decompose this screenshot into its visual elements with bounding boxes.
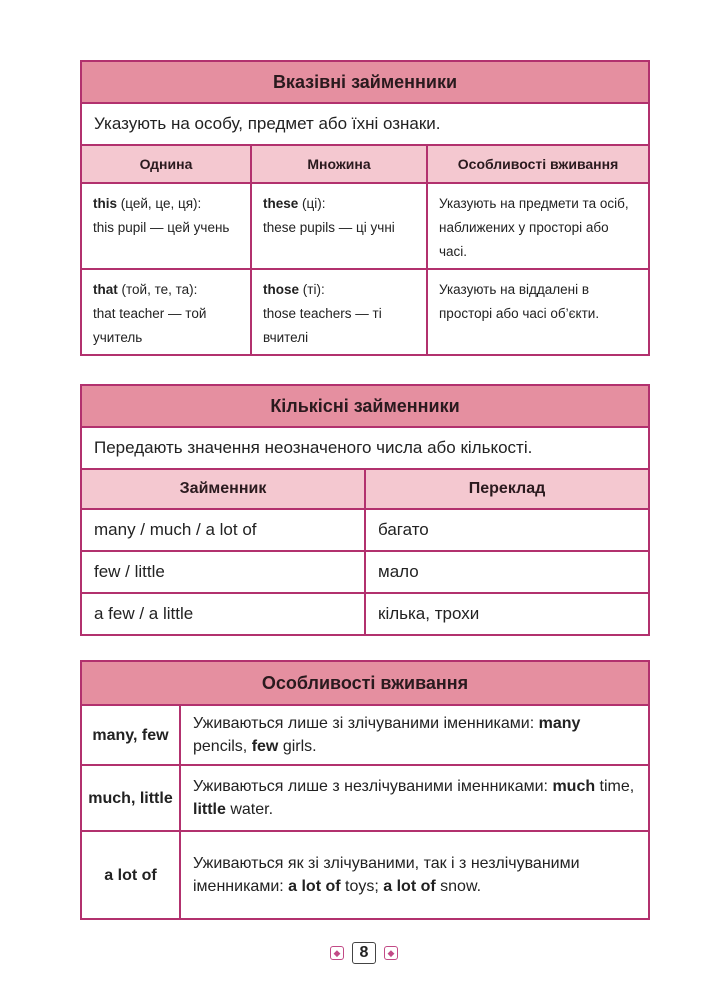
plural-cell	[251, 183, 427, 269]
pronoun-cell: a few / a little	[81, 593, 365, 635]
demonstrative-description: Указують на особу, предмет або їхні ознаки.	[81, 103, 649, 145]
translation-cell: мало	[365, 551, 649, 593]
pronoun-gloss: (ті):	[299, 282, 325, 297]
usage-title: Особливості вживання	[81, 661, 649, 705]
usage-example-text: water.	[225, 801, 274, 818]
translation-cell: багато	[365, 509, 649, 551]
header-translation: Переклад	[365, 469, 649, 509]
pronoun-gloss: (цей, це, ця):	[117, 196, 202, 211]
header-pronoun: Займенник	[81, 469, 365, 509]
demonstrative-pronouns-table	[80, 60, 650, 356]
quantitative-description: Передають значення неозначеного числа або кількості.	[81, 427, 649, 469]
table-row	[81, 765, 649, 831]
pronoun-example: this pupil — цей учень	[93, 220, 230, 235]
usage-example-word: few	[251, 738, 279, 755]
pronoun-word: that	[93, 282, 118, 297]
pronoun-cell: many / much / a lot of	[81, 509, 365, 551]
usage-table	[80, 660, 650, 920]
usage-text	[180, 705, 649, 765]
pronoun-cell: few / little	[81, 551, 365, 593]
usage-pronoun: much, little	[81, 765, 180, 831]
pronoun-gloss: (той, те, та):	[117, 282, 198, 297]
table-row	[81, 831, 649, 919]
table-row	[81, 705, 649, 765]
usage-example-word: many	[538, 715, 581, 732]
header-plural: Множина	[251, 145, 427, 183]
pronoun-example: these pupils — ці учні	[263, 220, 395, 235]
singular-cell	[81, 269, 251, 355]
usage-example-word: much	[552, 778, 596, 795]
table-row	[81, 593, 649, 635]
usage-example-text: toys;	[340, 878, 384, 895]
usage-example-word: a lot of	[288, 878, 341, 895]
translation-cell: кілька, трохи	[365, 593, 649, 635]
usage-cell: Указують на віддалені в просторі або часі об’єкти.	[427, 269, 649, 355]
usage-example-word: little	[193, 801, 226, 818]
table-row	[81, 269, 649, 355]
table-row	[81, 509, 649, 551]
quantitative-title: Кількісні займенники	[81, 385, 649, 427]
pronoun-word: this	[93, 196, 118, 211]
usage-cell: Указують на предмети та осіб, наближених у просторі або часі.	[427, 183, 649, 269]
usage-pronoun: many, few	[81, 705, 180, 765]
usage-rule: Уживаються лише зі злічуваними іменниками:	[193, 715, 539, 732]
singular-cell	[81, 183, 251, 269]
page-number-value: 8	[352, 942, 376, 964]
usage-example-text: pencils,	[193, 738, 252, 755]
usage-text	[180, 831, 649, 919]
usage-example-text: girls.	[278, 738, 317, 755]
usage-example-word: a lot of	[383, 878, 436, 895]
pronoun-word: these	[263, 196, 299, 211]
demonstrative-title: Вказівні займенники	[81, 61, 649, 103]
usage-pronoun: a lot of	[81, 831, 180, 919]
pronoun-example: that teacher — той учитель	[93, 306, 207, 345]
usage-rule: Уживаються як зі злічуваними, так і з незлічуваними іменниками:	[193, 855, 580, 895]
table-row	[81, 183, 649, 269]
usage-rule: Уживаються лише з незлічуваними іменниками:	[193, 778, 553, 795]
diamond-right-icon: ◆	[384, 946, 398, 960]
plural-cell	[251, 269, 427, 355]
header-usage: Особливості вживання	[427, 145, 649, 183]
pronoun-word: those	[263, 282, 300, 297]
pronoun-gloss: (ці):	[298, 196, 326, 211]
table-row	[81, 551, 649, 593]
usage-text	[180, 765, 649, 831]
page-number	[330, 942, 402, 966]
pronoun-example: those teachers — ті вчителі	[263, 306, 382, 345]
usage-example-text: time,	[595, 778, 635, 795]
header-singular: Однина	[81, 145, 251, 183]
usage-example-text: snow.	[435, 878, 482, 895]
diamond-left-icon: ◆	[330, 946, 344, 960]
quantitative-pronouns-table	[80, 384, 650, 636]
